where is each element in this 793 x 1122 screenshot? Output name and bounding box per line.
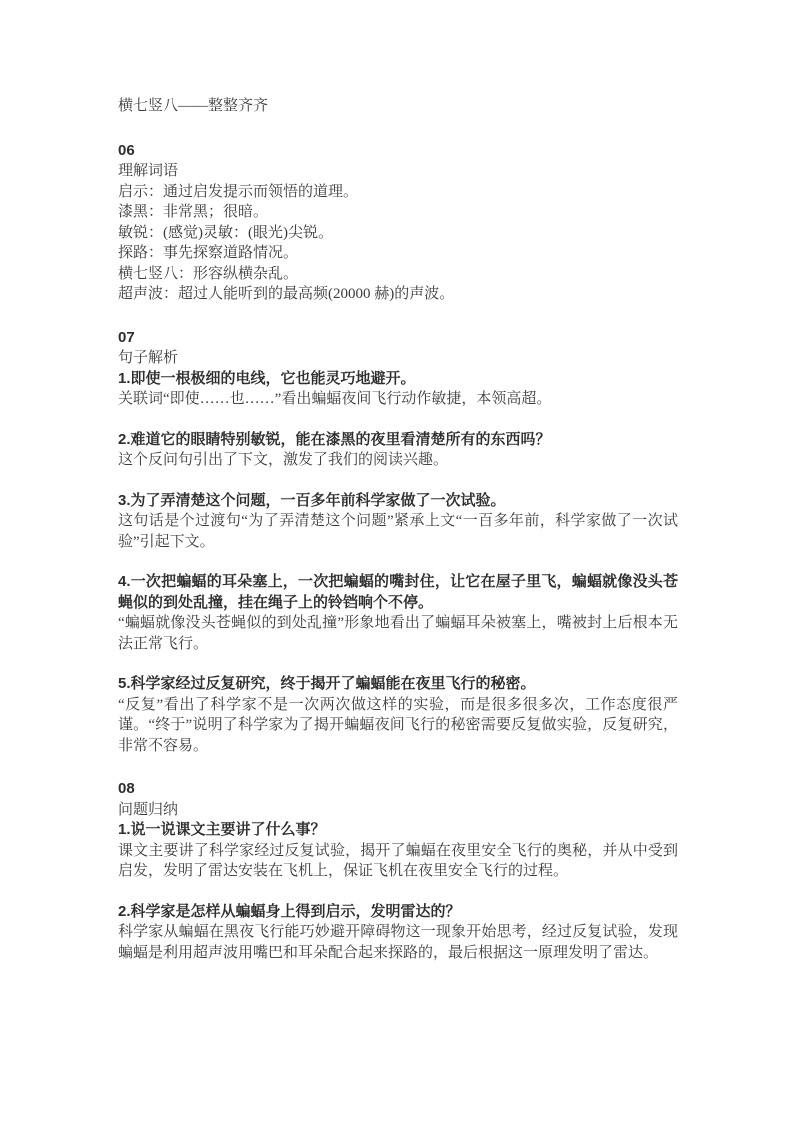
sentence-analysis: “反复”看出了科学家不是一次两次做这样的实验，而是很多很多次，工作态度很严谨。“终于”说明了科学家为了揭开蝙蝠夜间飞行的秘密需要反复做实验，反复研究，非常不容易。 [118, 696, 678, 754]
sentence-analysis: 这句话是个过渡句“为了弄清楚这个问题”紧承上文“一百多年前，科学家做了一次试验”引起下文。 [118, 513, 678, 550]
question-answer: 科学家从蝙蝠在黑夜飞行能巧妙避开障碍物这一现象开始思考，经过反复试验，发现蝙蝠是利用超声波用嘴巴和耳朵配合起来探路的，最后根据这一原理发明了雷达。 [118, 924, 678, 961]
definition-line: 横七竖八：形容纵横杂乱。 [118, 265, 299, 282]
question-heading: 2.科学家是怎样从蝙蝠身上得到启示，发明雷达的？ [118, 902, 461, 920]
analysis-item [118, 430, 678, 471]
section-06-word-definitions [118, 141, 678, 305]
section-title: 理解词语 [118, 163, 179, 179]
antonym-pair-line: 横七竖八——整整齐齐 [118, 98, 269, 114]
section-number: 06 [118, 141, 135, 159]
analysis-item [118, 491, 678, 553]
sentence-analysis: “蝙蝠就像没头苍蝇似的到处乱撞”形象地看出了蝙蝠耳朵被塞上，嘴被封上后根本无法正常飞行。 [118, 615, 678, 652]
section-08-question-summary [118, 779, 678, 963]
document-body [118, 96, 678, 963]
sentence-analysis: 关联词“即使……也……”看出蝙蝠夜间飞行动作敏捷，本领高超。 [118, 391, 552, 407]
analysis-item [118, 674, 678, 756]
question-item [118, 902, 678, 964]
analyzed-sentence: 3.为了弄清楚这个问题，一百多年前科学家做了一次试验。 [118, 491, 506, 509]
question-heading: 1.说一说课文主要讲了什么事？ [118, 821, 326, 838]
question-item [118, 820, 678, 882]
analyzed-sentence: 5.科学家经过反复研究，终于揭开了蝙蝠能在夜里飞行的秘密。 [118, 675, 536, 692]
section-title: 问题归纳 [118, 801, 179, 818]
section-title: 句子解析 [118, 350, 179, 366]
definition-line: 启示：通过启发提示而领悟的道理。 [118, 183, 359, 200]
definition-line: 超声波：超过人能听到的最高频(20000 赫)的声波。 [118, 286, 455, 302]
definition-line: 探路：事先探察道路情况。 [118, 245, 299, 261]
definition-line: 敏锐：(感觉)灵敏：(眼光)尖锐。 [118, 224, 333, 241]
definition-line: 漆黑：非常黑；很暗。 [118, 204, 269, 220]
question-answer: 课文主要讲了科学家经过反复试验，揭开了蝙蝠在夜里安全飞行的奥秘，并从中受到启发，发明了雷达安装在飞机上，保证飞机在夜里安全飞行的过程。 [118, 842, 678, 879]
section-number: 07 [118, 328, 135, 346]
section-07-sentence-analysis [118, 328, 678, 757]
analyzed-sentence: 2.难道它的眼睛特别敏锐，能在漆黑的夜里看清楚所有的东西吗？ [118, 430, 551, 448]
analyzed-sentence: 1.即使一根极细的电线，它也能灵巧地避开。 [118, 369, 416, 387]
section-number: 08 [118, 780, 135, 797]
analysis-item [118, 369, 678, 410]
analyzed-sentence: 4.一次把蝙蝠的耳朵塞上，一次把蝙蝠的嘴封住，让它在屋子里飞，蝙蝠就像没头苍蝇似的到处乱撞，挂在绳子上的铃铛响个不停。 [118, 573, 678, 611]
sentence-analysis: 这个反问句引出了下文，激发了我们的阅读兴趣。 [118, 452, 449, 468]
analysis-item [118, 572, 678, 654]
